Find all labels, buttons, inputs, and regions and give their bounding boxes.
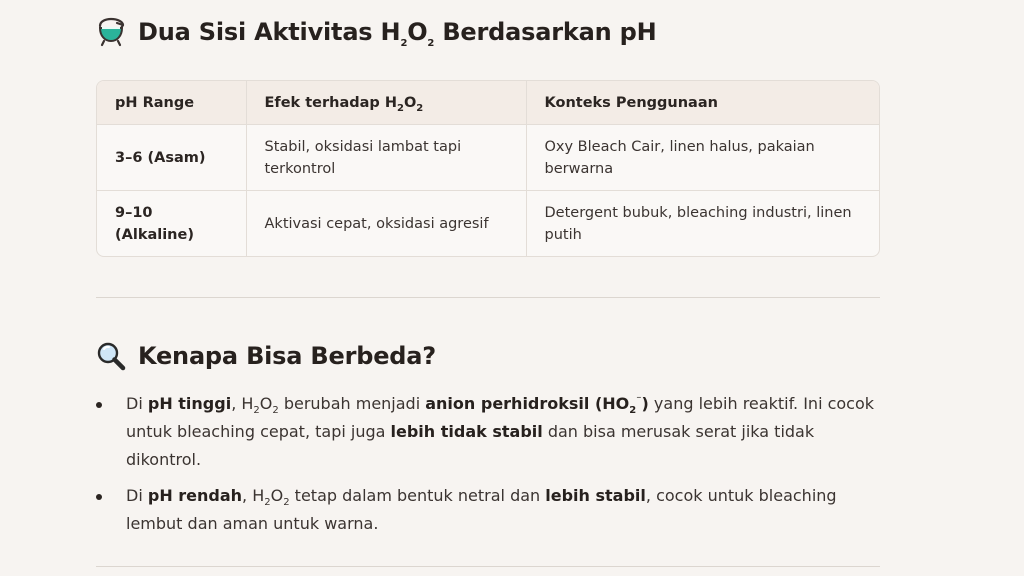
cell-effect: Stabil, oksidasi lambat tapi terkontrol <box>246 125 526 191</box>
reason-list <box>96 390 880 546</box>
bullet-dot <box>96 494 102 500</box>
cell-ph: 9–10 (Alkaline) <box>97 191 246 257</box>
bullet-dot <box>96 402 102 408</box>
cell-context: Oxy Bleach Cair, linen halus, pakaian berwarna <box>526 125 879 191</box>
header-ph-range: pH Range <box>97 81 246 125</box>
section-title-why <box>96 338 436 374</box>
header-context: Konteks Penggunaan <box>526 81 879 125</box>
section-title-text: Dua Sisi Aktivitas $H_2O_2$ Berdasarkan pH <box>138 18 657 49</box>
table-row <box>97 191 879 257</box>
bath-sink-icon <box>96 17 126 47</box>
cell-ph: 3–6 (Asam) <box>97 125 246 191</box>
magnifier-icon <box>96 341 126 371</box>
table-row <box>97 125 879 191</box>
section-title-text: Kenapa Bisa Berbeda? <box>138 342 436 370</box>
cell-effect: Aktivasi cepat, oksidasi agresif <box>246 191 526 257</box>
ph-effect-table <box>96 80 880 257</box>
section-divider <box>96 566 880 567</box>
list-item: Di pH tinggi, $H_2O_2$ berubah menjadi anion perhidroksil $(HO_2^{^-})$ yang lebih reaktif. Ini cocok untuk bleaching cepat, tapi juga lebih tidak stabil dan bisa merusak serat jika tidak dikontrol. <box>96 390 880 474</box>
cell-context: Detergent bubuk, bleaching industri, linen putih <box>544 204 852 243</box>
section-divider <box>96 297 880 298</box>
section-title-table <box>96 14 657 50</box>
header-effect: Efek terhadap $H_2O_2$ <box>246 81 526 125</box>
table-header-row <box>97 81 879 125</box>
list-item: Di pH rendah, $H_2O_2$ tetap dalam bentuk netral dan lebih stabil, cocok untuk bleaching lembut dan aman untuk warna. <box>96 482 880 538</box>
